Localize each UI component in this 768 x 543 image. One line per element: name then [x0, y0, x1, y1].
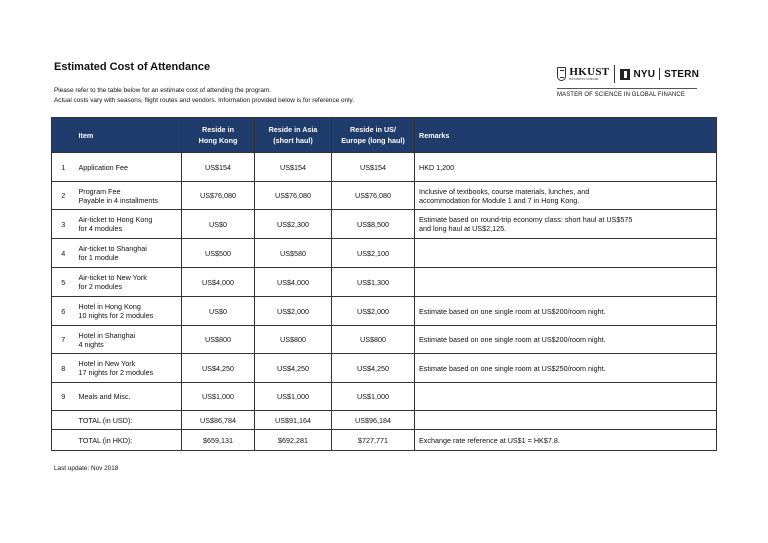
total-usd-label: TOTAL (in USD): — [75, 411, 182, 430]
row-asia-cost: US$580 — [255, 239, 332, 268]
table-row — [52, 153, 717, 182]
row-item: Air-ticket to Hong Kong for 4 modules — [75, 210, 182, 239]
logo-divider-2 — [659, 68, 660, 80]
total-usd-remark — [415, 411, 717, 430]
total-usd-asia: US$91,164 — [255, 411, 332, 430]
page-title: Estimated Cost of Attendance — [54, 61, 211, 73]
row-number: 8 — [52, 354, 75, 383]
row-us-cost: US$76,080 — [332, 182, 415, 210]
row-asia-cost: US$4,250 — [255, 354, 332, 383]
nyu-wordmark: NYU — [633, 68, 656, 80]
row-asia-cost: US$800 — [255, 326, 332, 354]
total-hkd-label: TOTAL (in HKD): — [75, 430, 182, 451]
row-us-cost: US$2,000 — [332, 297, 415, 326]
row-hk-cost: US$1,000 — [182, 383, 255, 411]
row-item: Application Fee — [75, 153, 182, 182]
row-hk-cost: US$154 — [182, 153, 255, 182]
last-update-note: Last update: Nov 2018 — [54, 465, 119, 472]
row-remarks — [415, 268, 717, 297]
row-hk-cost: US$800 — [182, 326, 255, 354]
intro-line-2: Actual costs vary with seasons, flight routes and vendors. Information provided below is for reference only. — [54, 97, 355, 104]
header-item: Item — [75, 118, 182, 153]
row-remarks — [415, 239, 717, 268]
row-asia-cost: US$2,300 — [255, 210, 332, 239]
hkust-name: HKUST — [569, 66, 610, 78]
row-number: 5 — [52, 268, 75, 297]
row-hk-cost: US$0 — [182, 210, 255, 239]
row-asia-cost: US$76,080 — [255, 182, 332, 210]
program-name: MASTER OF SCIENCE IN GLOBAL FINANCE — [557, 92, 685, 98]
table-header-row — [52, 118, 717, 153]
hkust-subname: BUSINESS SCHOOL — [569, 77, 600, 81]
row-us-cost: US$2,100 — [332, 239, 415, 268]
row-hk-cost: US$4,250 — [182, 354, 255, 383]
row-number: 6 — [52, 297, 75, 326]
row-item: Air-ticket to New York for 2 modules — [75, 268, 182, 297]
row-item: Hotel in New York 17 nights for 2 modules — [75, 354, 182, 383]
total-usd-hk: US$86,784 — [182, 411, 255, 430]
row-us-cost: US$1,300 — [332, 268, 415, 297]
header-no — [52, 118, 75, 153]
header-asia: Reside in Asia (short haul) — [255, 118, 332, 153]
total-hkd-us: $727,771 — [332, 430, 415, 451]
total-hkd-remark: Exchange rate reference at US$1 = HK$7.8. — [415, 430, 717, 451]
total-usd-number — [52, 411, 75, 430]
cost-table — [51, 117, 717, 451]
logo-rule — [557, 88, 697, 89]
row-number: 4 — [52, 239, 75, 268]
header-hong-kong: Reside in Hong Kong — [182, 118, 255, 153]
row-number: 9 — [52, 383, 75, 411]
row-remarks — [415, 383, 717, 411]
table-row — [52, 210, 717, 239]
program-logo — [557, 64, 699, 98]
table-row — [52, 354, 717, 383]
row-item: Program Fee Payable in 4 installments — [75, 182, 182, 210]
total-usd-row — [52, 411, 717, 430]
table-row — [52, 182, 717, 210]
row-number: 2 — [52, 182, 75, 210]
table-row — [52, 239, 717, 268]
total-hkd-number — [52, 430, 75, 451]
hkust-wordmark — [569, 67, 609, 81]
row-us-cost: US$8,500 — [332, 210, 415, 239]
row-remarks: Estimate based on one single room at US$250/room night. — [415, 354, 717, 383]
row-us-cost: US$4,250 — [332, 354, 415, 383]
total-hkd-hk: $659,131 — [182, 430, 255, 451]
row-us-cost: US$800 — [332, 326, 415, 354]
table-row — [52, 297, 717, 326]
table-row — [52, 268, 717, 297]
row-asia-cost: US$4,000 — [255, 268, 332, 297]
header-remarks: Remarks — [415, 118, 717, 153]
row-asia-cost: US$1,000 — [255, 383, 332, 411]
row-item: Hotel in Shanghai 4 nights — [75, 326, 182, 354]
total-hkd-asia: $692,281 — [255, 430, 332, 451]
row-item: Meals and Misc. — [75, 383, 182, 411]
row-remarks: Estimate based on one single room at US$200/room night. — [415, 326, 717, 354]
total-hkd-row — [52, 430, 717, 451]
row-item: Air-ticket to Shanghai for 1 module — [75, 239, 182, 268]
row-remarks: Estimate based on one single room at US$200/room night. — [415, 297, 717, 326]
stern-wordmark: STERN — [664, 68, 699, 80]
row-remarks: HKD 1,200 — [415, 153, 717, 182]
logo-divider — [614, 65, 615, 83]
row-number: 3 — [52, 210, 75, 239]
row-item: Hotel in Hong Kong 10 nights for 2 modules — [75, 297, 182, 326]
nyu-torch-icon — [620, 69, 630, 80]
row-asia-cost: US$154 — [255, 153, 332, 182]
total-usd-us: US$96,184 — [332, 411, 415, 430]
intro-text — [54, 86, 354, 106]
row-us-cost: US$154 — [332, 153, 415, 182]
row-us-cost: US$1,000 — [332, 383, 415, 411]
header-us-europe: Reside in US/ Europe (long haul) — [332, 118, 415, 153]
row-number: 7 — [52, 326, 75, 354]
table-row — [52, 326, 717, 354]
hkust-shield-icon — [557, 67, 566, 81]
row-number: 1 — [52, 153, 75, 182]
row-hk-cost: US$4,000 — [182, 268, 255, 297]
table-row — [52, 383, 717, 411]
row-remarks: Inclusive of textbooks, course materials, lunches, and accommodation for Module 1 and 7 in Hong Kong. — [415, 182, 717, 210]
row-hk-cost: US$76,080 — [182, 182, 255, 210]
row-hk-cost: US$0 — [182, 297, 255, 326]
row-hk-cost: US$500 — [182, 239, 255, 268]
row-remarks: Estimate based on round-trip economy class: short haul at US$575 and long haul at US$2,125. — [415, 210, 717, 239]
intro-line-1: Please refer to the table below for an estimate cost of attending the program. — [54, 87, 272, 94]
row-asia-cost: US$2,000 — [255, 297, 332, 326]
